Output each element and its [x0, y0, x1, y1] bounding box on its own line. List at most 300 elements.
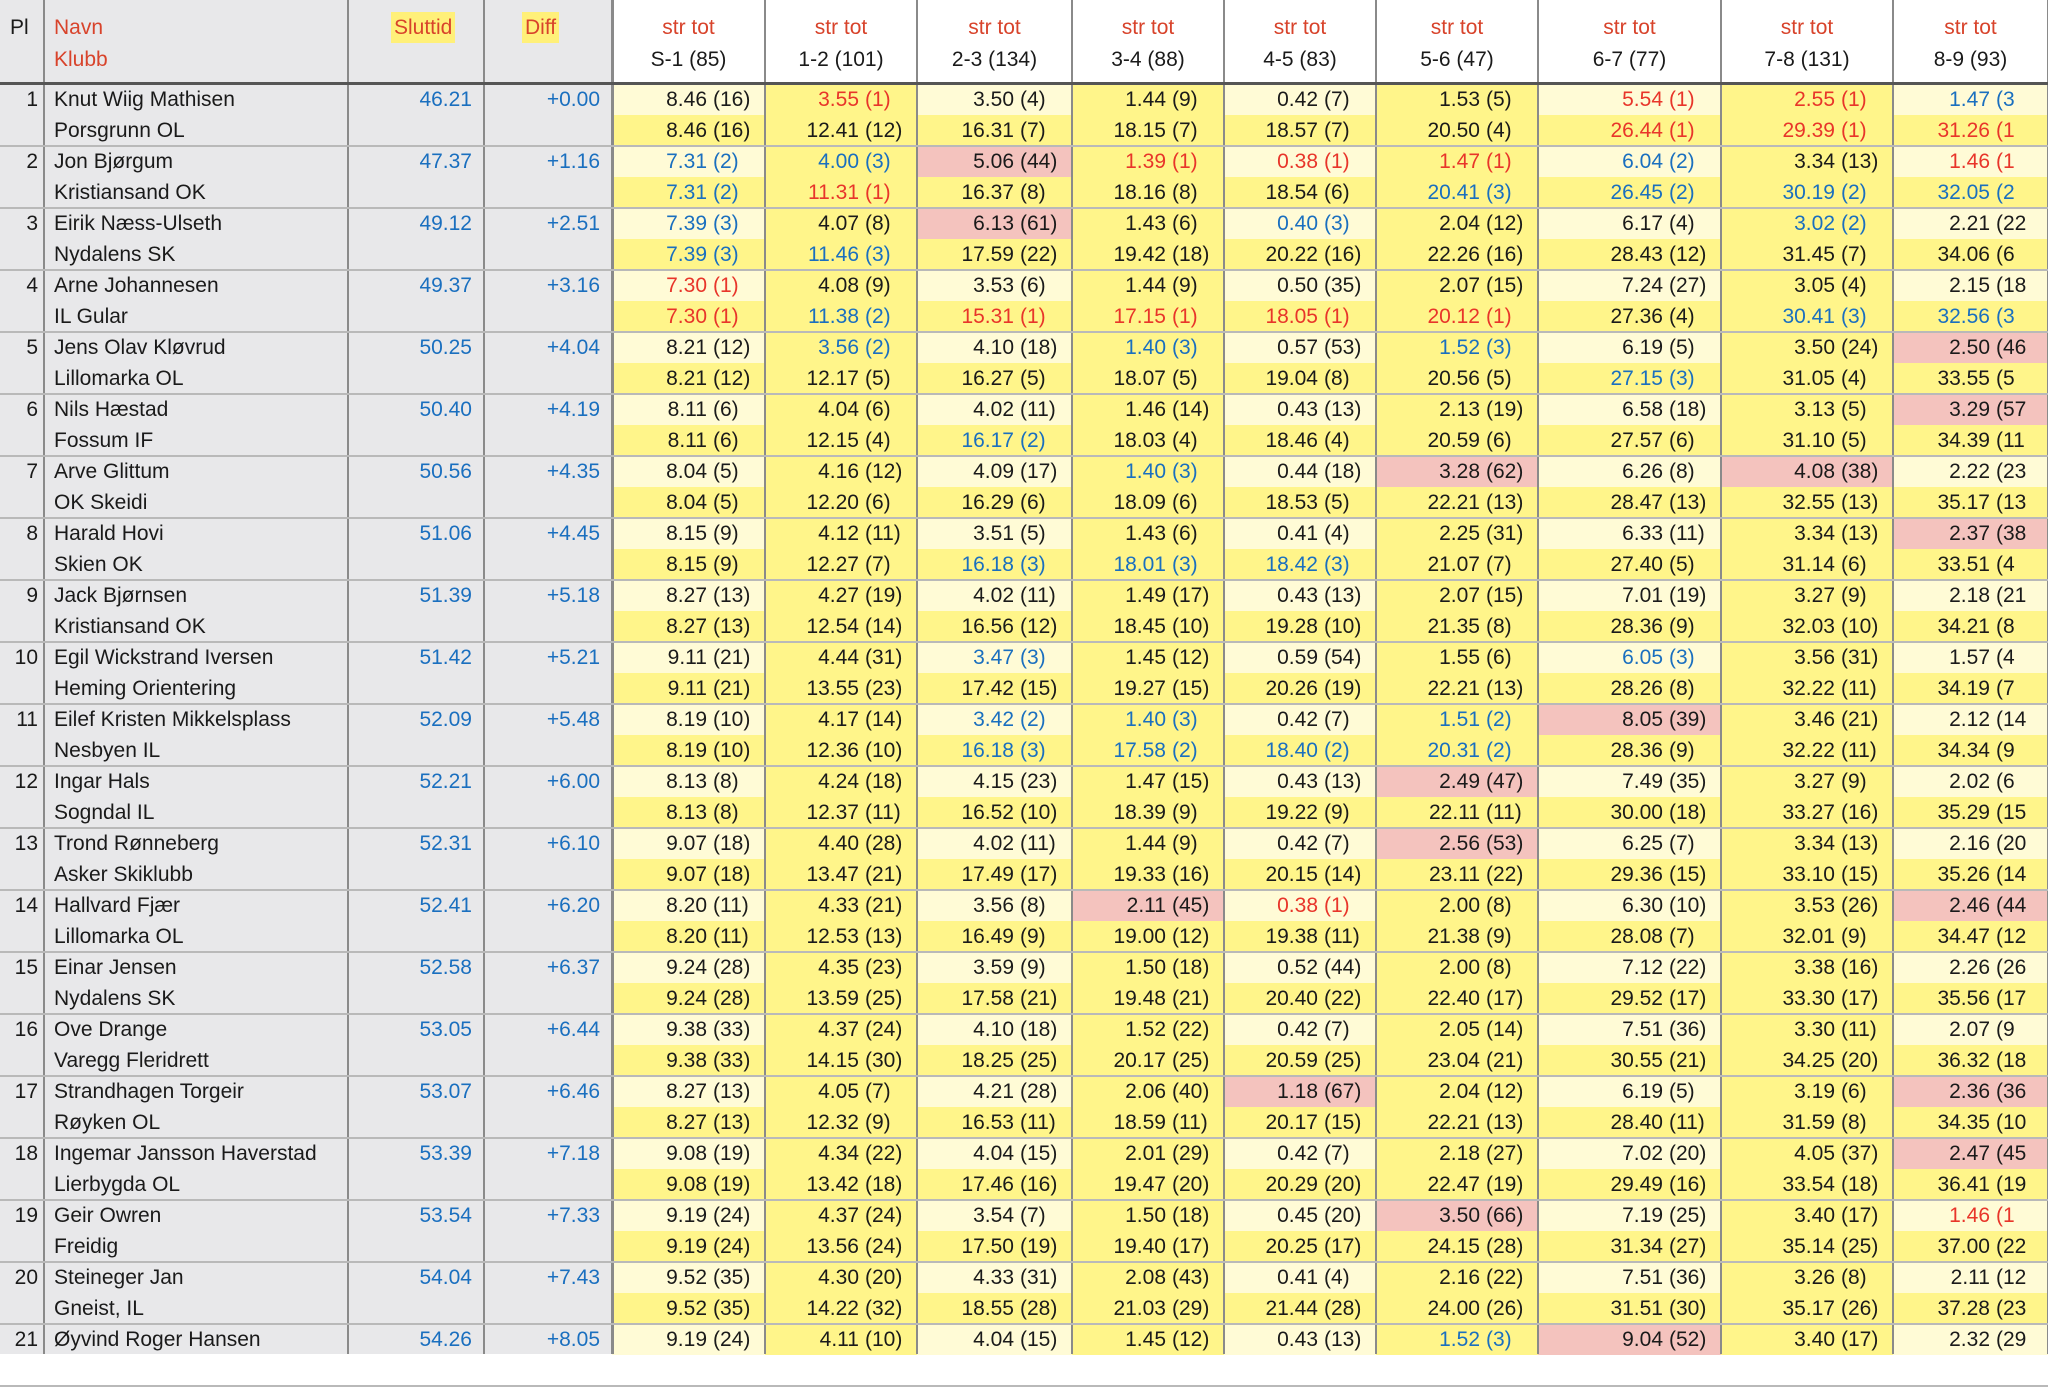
total-rank: (4) — [1172, 429, 1198, 452]
place-number: 10 — [14, 646, 38, 669]
runner-name: Geir Owren — [54, 1204, 162, 1227]
total-rank: (5 — [1996, 367, 2015, 390]
total-rank: (3 — [1996, 305, 2015, 328]
total-time: 18.16 — [1113, 181, 1166, 204]
split-time: 8.13 — [666, 770, 707, 793]
place-number: 6 — [26, 398, 38, 421]
total-rank: (13) — [1486, 1111, 1524, 1134]
total-time: 32.05 — [1937, 181, 1990, 204]
split-rank: (3) — [1172, 460, 1198, 483]
place-number: 5 — [26, 336, 38, 359]
split-rank: (9) — [1172, 832, 1198, 855]
total-time: 11.46 — [808, 243, 859, 266]
time-diff: +4.04 — [546, 336, 600, 359]
split-rank: (22) — [1486, 1266, 1524, 1289]
grid-line-horizontal — [0, 1013, 2048, 1015]
grid-line-vertical — [43, 0, 45, 1354]
header-navn: Navn — [54, 16, 104, 39]
total-time: 24.00 — [1427, 1297, 1480, 1320]
finish-time: 54.26 — [419, 1328, 472, 1351]
club-name: Lierbygda OL — [54, 1173, 181, 1196]
split-rank: (10) — [1669, 894, 1707, 917]
split-rank: (35) — [1669, 770, 1707, 793]
total-time: 35.14 — [1782, 1235, 1835, 1258]
split-time: 4.24 — [818, 770, 859, 793]
split-rank: (10) — [865, 1328, 903, 1351]
total-rank: (13) — [713, 1111, 751, 1134]
total-time: 18.15 — [1113, 119, 1166, 142]
grid-line-vertical — [916, 0, 918, 1354]
total-time: 8.46 — [666, 119, 707, 142]
split-time: 6.04 — [1622, 150, 1663, 173]
total-time: 32.56 — [1937, 305, 1990, 328]
split-time: 0.38 — [1277, 150, 1318, 173]
total-rank: (12 — [1996, 925, 2027, 948]
total-time: 21.38 — [1427, 925, 1480, 948]
total-rank: (6) — [1324, 181, 1350, 204]
split-rank: (2) — [1486, 708, 1512, 731]
split-rank: (4) — [1324, 1266, 1350, 1289]
split-time: 3.40 — [1794, 1328, 1835, 1351]
split-rank: (5) — [1020, 522, 1046, 545]
split-time: 0.44 — [1277, 460, 1318, 483]
total-rank: (13) — [1486, 491, 1524, 514]
split-time: 2.02 — [1949, 770, 1990, 793]
split-time: 0.50 — [1277, 274, 1318, 297]
split-rank: (6) — [1172, 522, 1198, 545]
total-time: 17.58 — [1113, 739, 1166, 762]
split-rank: (39) — [1669, 708, 1707, 731]
split-time: 1.52 — [1439, 336, 1480, 359]
split-time: 3.56 — [973, 894, 1014, 917]
total-time: 35.17 — [1937, 491, 1990, 514]
split-rank: (18) — [1324, 460, 1362, 483]
total-rank: (2) — [713, 181, 739, 204]
total-time: 11.31 — [808, 181, 859, 204]
finish-time: 53.39 — [419, 1142, 472, 1165]
runner-name: Egil Wickstrand Iversen — [54, 646, 274, 669]
total-rank: (1) — [865, 181, 891, 204]
total-time: 22.21 — [1427, 677, 1480, 700]
total-rank: (16) — [1172, 863, 1210, 886]
split-rank: (2) — [1669, 150, 1695, 173]
split-time: 0.42 — [1277, 1142, 1318, 1165]
split-rank: (8) — [1020, 894, 1046, 917]
split-rank: (15) — [1020, 1328, 1058, 1351]
total-rank: (15) — [1841, 863, 1879, 886]
total-time: 12.41 — [806, 119, 859, 142]
club-name: IL Gular — [54, 305, 128, 328]
total-rank: (5) — [713, 491, 739, 514]
total-time: 29.52 — [1610, 987, 1663, 1010]
split-time: 0.42 — [1277, 1018, 1318, 1041]
split-time: 2.36 — [1949, 1080, 1990, 1103]
split-rank: (6) — [1486, 646, 1512, 669]
total-rank: (1) — [1669, 119, 1695, 142]
time-diff: +5.21 — [546, 646, 600, 669]
total-time: 12.20 — [806, 491, 859, 514]
split-time: 3.34 — [1794, 522, 1835, 545]
finish-time: 50.56 — [419, 460, 472, 483]
total-rank: (19) — [1486, 1173, 1524, 1196]
finish-time: 52.09 — [419, 708, 472, 731]
split-time: 2.50 — [1949, 336, 1990, 359]
total-time: 20.56 — [1427, 367, 1480, 390]
split-time: 6.58 — [1622, 398, 1663, 421]
split-time: 7.01 — [1622, 584, 1663, 607]
split-rank: (28) — [865, 832, 903, 855]
total-rank: (9) — [713, 553, 739, 576]
total-rank: (1) — [713, 305, 739, 328]
total-time: 20.40 — [1265, 987, 1318, 1010]
total-time: 31.14 — [1782, 553, 1835, 576]
split-rank: (2) — [865, 336, 891, 359]
total-time: 12.27 — [806, 553, 859, 576]
total-rank: (19 — [1996, 1173, 2027, 1196]
split-rank: (44) — [1020, 150, 1058, 173]
total-time: 8.27 — [666, 615, 707, 638]
split-time: 4.02 — [973, 832, 1014, 855]
total-rank: (22 — [1996, 1235, 2027, 1258]
total-rank: (12) — [1172, 925, 1210, 948]
split-rank: (27) — [1669, 274, 1707, 297]
total-rank: (12) — [865, 119, 903, 142]
split-rank: (6) — [1020, 274, 1046, 297]
split-time: 3.51 — [973, 522, 1014, 545]
total-time: 22.26 — [1427, 243, 1480, 266]
split-time: 1.39 — [1125, 150, 1166, 173]
split-rank: (4 — [1996, 646, 2015, 669]
header-leg-8-label: 7-8 (131) — [1764, 48, 1850, 71]
total-rank: (8) — [713, 801, 739, 824]
total-time: 20.41 — [1427, 181, 1480, 204]
total-time: 19.04 — [1265, 367, 1318, 390]
total-rank: (12) — [1020, 615, 1058, 638]
total-time: 14.22 — [806, 1297, 859, 1320]
split-time: 2.16 — [1949, 832, 1990, 855]
split-time: 7.02 — [1622, 1142, 1663, 1165]
total-rank: (11) — [1841, 739, 1877, 762]
split-time: 6.19 — [1622, 1080, 1663, 1103]
club-name: Sogndal IL — [54, 801, 155, 824]
split-time: 4.33 — [818, 894, 859, 917]
total-rank: (5) — [1669, 553, 1695, 576]
split-rank: (17) — [1841, 1328, 1879, 1351]
split-time: 1.43 — [1125, 212, 1166, 235]
split-time: 4.27 — [818, 584, 859, 607]
total-rank: (29) — [1172, 1297, 1210, 1320]
total-time: 19.40 — [1113, 1235, 1166, 1258]
total-rank: (19) — [713, 1173, 751, 1196]
total-time: 9.08 — [666, 1173, 707, 1196]
split-time: 1.47 — [1125, 770, 1166, 793]
split-rank: (62) — [1486, 460, 1524, 483]
split-time: 3.46 — [1794, 708, 1835, 731]
place-number: 14 — [14, 894, 38, 917]
split-time: 4.21 — [973, 1080, 1014, 1103]
split-time: 3.19 — [1794, 1080, 1835, 1103]
split-rank: (25) — [1669, 1204, 1707, 1227]
finish-time: 51.39 — [419, 584, 472, 607]
split-time: 7.24 — [1622, 274, 1663, 297]
split-rank: (3) — [1486, 1328, 1512, 1351]
split-rank: (1) — [1324, 150, 1350, 173]
total-time: 33.54 — [1782, 1173, 1835, 1196]
club-name: Kristiansand OK — [54, 181, 206, 204]
split-rank: (8) — [865, 212, 891, 235]
split-time: 6.13 — [973, 212, 1014, 235]
split-time: 1.46 — [1949, 150, 1990, 173]
split-rank: (23) — [1020, 770, 1058, 793]
time-diff: +6.37 — [546, 956, 600, 979]
finish-time: 52.41 — [419, 894, 472, 917]
total-rank: (21) — [1669, 1049, 1707, 1072]
total-time: 27.57 — [1610, 429, 1663, 452]
total-rank: (3) — [1324, 553, 1350, 576]
split-rank: (12) — [1172, 646, 1210, 669]
split-rank: (16) — [1841, 956, 1879, 979]
split-time: 2.49 — [1439, 770, 1480, 793]
total-time: 20.50 — [1427, 119, 1480, 142]
total-rank: (25) — [1841, 1235, 1879, 1258]
split-rank: (53) — [1324, 336, 1362, 359]
runner-name: Arve Glittum — [54, 460, 170, 483]
split-time: 2.12 — [1949, 708, 1990, 731]
split-time: 5.06 — [973, 150, 1014, 173]
grid-line-vertical — [764, 0, 766, 1354]
total-time: 20.17 — [1113, 1049, 1166, 1072]
total-rank: (10) — [1324, 615, 1362, 638]
split-rank: (36) — [1669, 1266, 1707, 1289]
total-rank: (9) — [865, 1111, 891, 1134]
total-time: 34.39 — [1937, 429, 1990, 452]
split-rank: (4) — [1324, 522, 1350, 545]
header-leg-4-top: str tot — [1121, 16, 1175, 39]
total-rank: (1) — [1172, 305, 1198, 328]
split-time: 4.30 — [818, 1266, 859, 1289]
split-time: 4.11 — [819, 1328, 859, 1351]
finish-time: 52.58 — [419, 956, 472, 979]
split-time: 2.37 — [1949, 522, 1990, 545]
split-time: 8.20 — [666, 894, 707, 917]
total-time: 16.52 — [961, 801, 1014, 824]
grid-line-horizontal — [0, 82, 2048, 85]
club-name: Fossum IF — [54, 429, 154, 452]
split-rank: (1) — [1669, 88, 1695, 111]
total-time: 12.36 — [806, 739, 859, 762]
total-rank: (3) — [713, 243, 739, 266]
split-rank: (8) — [1841, 1266, 1867, 1289]
total-rank: (25) — [1324, 1049, 1362, 1072]
grid-line-horizontal — [0, 1199, 2048, 1201]
split-time: 2.08 — [1125, 1266, 1166, 1289]
total-time: 12.37 — [806, 801, 859, 824]
total-time: 18.53 — [1265, 491, 1318, 514]
split-time: 6.05 — [1622, 646, 1663, 669]
total-rank: (22) — [1324, 987, 1362, 1010]
total-time: 16.18 — [961, 739, 1014, 762]
split-time: 2.07 — [1949, 1018, 1990, 1041]
total-rank: (10) — [865, 739, 903, 762]
place-number: 11 — [16, 708, 38, 731]
grid-line-vertical — [611, 0, 614, 1354]
total-rank: (28) — [713, 987, 751, 1010]
total-rank: (3) — [865, 243, 891, 266]
total-rank: (21) — [1486, 1049, 1524, 1072]
time-diff: +3.16 — [546, 274, 600, 297]
split-rank: (37) — [1841, 1142, 1879, 1165]
total-time: 16.29 — [961, 491, 1014, 514]
total-time: 14.15 — [806, 1049, 859, 1072]
total-rank: (15) — [1324, 1111, 1362, 1134]
total-time: 13.59 — [806, 987, 859, 1010]
total-time: 9.52 — [666, 1297, 707, 1320]
total-time: 18.03 — [1113, 429, 1166, 452]
header-leg-6-top: str tot — [1430, 16, 1484, 39]
split-rank: (5) — [1486, 88, 1512, 111]
split-rank: (18) — [1172, 1204, 1210, 1227]
grid-line-horizontal — [0, 703, 2048, 705]
total-rank: (17 — [1996, 987, 2027, 1010]
split-rank: (11) — [1020, 832, 1056, 855]
total-rank: (25) — [1020, 1049, 1058, 1072]
total-rank: (4 — [1996, 553, 2015, 576]
total-rank: (5) — [865, 367, 891, 390]
split-rank: (57 — [1996, 398, 2027, 421]
split-rank: (18 — [1996, 274, 2027, 297]
place-number: 4 — [26, 274, 38, 297]
total-time: 17.15 — [1113, 305, 1166, 328]
split-rank: (3) — [1172, 336, 1198, 359]
header-leg-3-label: 2-3 (134) — [951, 48, 1038, 71]
split-rank: (46 — [1996, 336, 2027, 359]
split-time: 9.11 — [667, 646, 707, 669]
split-time: 4.10 — [973, 1018, 1014, 1041]
total-rank: (2) — [1486, 739, 1512, 762]
split-rank: (20) — [865, 1266, 903, 1289]
split-rank: (4) — [1841, 274, 1867, 297]
total-rank: (32) — [865, 1297, 903, 1320]
total-rank: (8) — [1324, 367, 1350, 390]
total-rank: (3) — [1841, 305, 1867, 328]
split-time: 3.27 — [1794, 770, 1835, 793]
split-rank: (1) — [865, 88, 891, 111]
split-time: 6.26 — [1622, 460, 1663, 483]
total-time: 21.03 — [1113, 1297, 1166, 1320]
total-rank: (7) — [865, 553, 891, 576]
club-name: Nydalens SK — [54, 243, 176, 266]
header-klubb: Klubb — [54, 48, 108, 71]
split-time: 4.07 — [818, 212, 859, 235]
split-rank: (19) — [865, 584, 903, 607]
total-rank: (19) — [1020, 1235, 1058, 1258]
total-rank: (15) — [1020, 677, 1058, 700]
total-time: 16.31 — [961, 119, 1014, 142]
split-time: 0.38 — [1277, 894, 1318, 917]
split-time: 0.42 — [1277, 832, 1318, 855]
split-rank: (1) — [1841, 88, 1867, 111]
total-rank: (6) — [1172, 491, 1198, 514]
grid-line-horizontal — [0, 207, 2048, 209]
total-rank: (16) — [1841, 801, 1879, 824]
split-time: 8.04 — [666, 460, 707, 483]
split-time: 9.24 — [666, 956, 707, 979]
split-rank: (22) — [865, 1142, 903, 1165]
split-time: 4.37 — [818, 1018, 859, 1041]
split-time: 2.11 — [1126, 894, 1166, 917]
total-time: 22.11 — [1429, 801, 1480, 824]
runner-name: Ove Drange — [54, 1018, 168, 1041]
split-rank: (24) — [865, 1204, 903, 1227]
split-time: 1.47 — [1949, 88, 1990, 111]
total-rank: (28) — [1020, 1297, 1058, 1320]
total-time: 33.10 — [1782, 863, 1835, 886]
runner-name: Strandhagen Torgeir — [54, 1080, 244, 1103]
time-diff: +6.20 — [546, 894, 600, 917]
grid-line-horizontal — [0, 579, 2048, 581]
total-time: 18.54 — [1265, 181, 1318, 204]
total-time: 31.26 — [1937, 119, 1990, 142]
split-time: 7.39 — [666, 212, 707, 235]
split-rank: (28) — [1020, 1080, 1058, 1103]
split-rank: (3) — [1669, 646, 1695, 669]
split-time: 4.37 — [818, 1204, 859, 1227]
split-time: 4.04 — [973, 1328, 1014, 1351]
total-rank: (6 — [1996, 243, 2015, 266]
split-rank: (7) — [1324, 708, 1350, 731]
split-time: 3.05 — [1794, 274, 1835, 297]
total-rank: (11) — [1324, 925, 1360, 948]
split-time: 0.42 — [1277, 708, 1318, 731]
club-name: Varegg Fleridrett — [54, 1049, 209, 1072]
split-time: 9.19 — [666, 1204, 707, 1227]
grid-line-vertical — [1537, 0, 1539, 1354]
total-time: 19.28 — [1265, 615, 1318, 638]
split-time: 9.52 — [666, 1266, 707, 1289]
split-time: 1.46 — [1125, 398, 1166, 421]
split-time: 3.59 — [973, 956, 1014, 979]
split-rank: (3) — [713, 212, 739, 235]
split-time: 4.08 — [1794, 460, 1835, 483]
total-time: 20.22 — [1265, 243, 1318, 266]
total-time: 34.47 — [1937, 925, 1990, 948]
split-rank: (13) — [713, 584, 751, 607]
total-rank: (6) — [1486, 429, 1512, 452]
place-number: 16 — [14, 1018, 38, 1041]
split-rank: (23 — [1996, 460, 2027, 483]
total-rank: (11) — [1486, 801, 1522, 824]
split-time: 0.42 — [1277, 88, 1318, 111]
total-rank: (21) — [1172, 987, 1210, 1010]
split-time: 3.50 — [1794, 336, 1835, 359]
club-name: Lillomarka OL — [54, 925, 184, 948]
total-time: 23.11 — [1429, 863, 1480, 886]
finish-time: 49.37 — [419, 274, 472, 297]
total-time: 30.41 — [1782, 305, 1835, 328]
split-rank: (26) — [1841, 894, 1879, 917]
split-time: 2.26 — [1949, 956, 1990, 979]
total-time: 8.04 — [666, 491, 707, 514]
split-time: 2.55 — [1794, 88, 1835, 111]
time-diff: +7.43 — [546, 1266, 600, 1289]
total-time: 34.34 — [1937, 739, 1990, 762]
split-rank: (21 — [1996, 584, 2027, 607]
split-time: 4.05 — [818, 1080, 859, 1103]
total-time: 28.47 — [1610, 491, 1663, 514]
place-number: 7 — [26, 460, 38, 483]
split-time: 1.52 — [1125, 1018, 1166, 1041]
split-time: 4.02 — [973, 584, 1014, 607]
